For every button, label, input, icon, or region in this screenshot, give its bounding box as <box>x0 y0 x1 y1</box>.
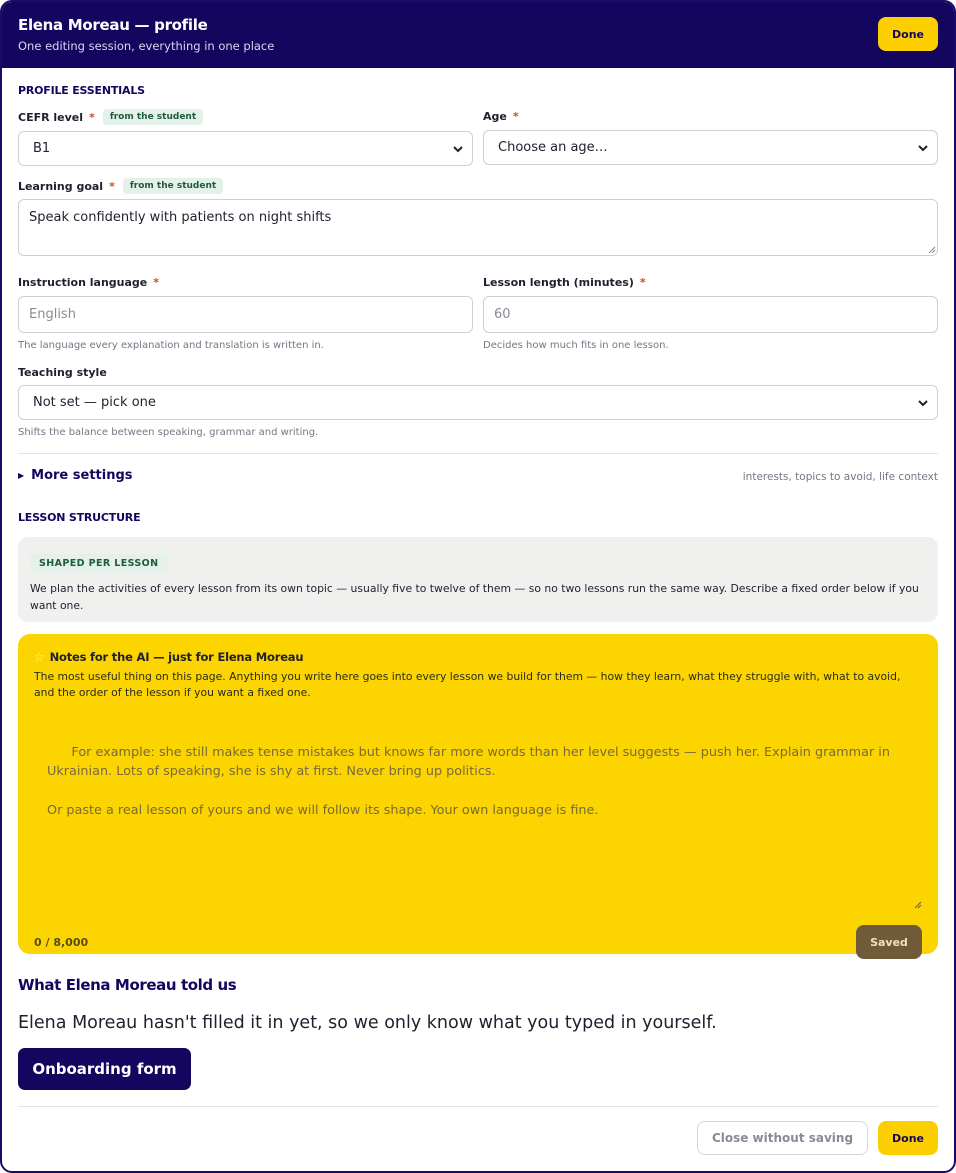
from-student-badge: from the student <box>123 178 223 194</box>
required-marker: * <box>512 109 519 123</box>
instruction-language-label <box>18 273 159 291</box>
resize-handle-icon[interactable] <box>927 245 936 254</box>
divider <box>18 1106 938 1107</box>
cefr-select[interactable] <box>18 131 473 166</box>
disclosure-triangle-icon: ▶ <box>18 471 25 480</box>
chevron-down-icon <box>452 143 464 155</box>
more-settings-toggle[interactable] <box>18 468 133 483</box>
modal-header <box>2 2 954 68</box>
lesson-length-input[interactable] <box>483 296 938 333</box>
onboarding-form-button[interactable]: Onboarding form <box>18 1048 191 1090</box>
age-label <box>483 107 519 125</box>
notes-textarea[interactable] <box>34 713 922 909</box>
modal-title: Elena Moreau — profile <box>18 16 208 34</box>
lesson-structure-card <box>18 537 938 622</box>
cefr-label <box>18 108 203 126</box>
from-student-badge: from the student <box>103 109 203 125</box>
char-count: 0 / 8,000 <box>34 935 89 949</box>
resize-handle-icon[interactable] <box>913 900 922 909</box>
header-done-button[interactable]: Done <box>878 17 938 51</box>
instruction-language-placeholder: English <box>29 307 76 322</box>
more-settings-label: More settings <box>31 468 133 483</box>
goal-textarea[interactable] <box>18 199 938 256</box>
notes-footer <box>34 925 922 959</box>
lesson-length-placeholder: 60 <box>494 307 511 322</box>
told-us-title: What Elena Moreau told us <box>18 976 237 994</box>
goal-label-text: Learning goal <box>18 179 104 193</box>
age-select-value: Choose an age… <box>498 140 608 155</box>
modal-subtitle: One editing session, everything in one place <box>18 39 275 53</box>
divider <box>18 453 938 454</box>
lesson-structure-text: We plan the activities of every lesson from its own topic — usually five to twelve of them — so no two lessons run the same way. Describe a fixed order below if you want one. <box>30 582 919 612</box>
chevron-down-icon <box>917 142 929 154</box>
lesson-length-label <box>483 273 646 291</box>
close-without-saving-button[interactable]: Close without saving <box>697 1121 868 1155</box>
more-settings-hint: interests, topics to avoid, life context <box>742 471 938 483</box>
lesson-length-label-text: Lesson length (minutes) <box>483 275 634 289</box>
chevron-down-icon <box>917 397 929 409</box>
age-select[interactable] <box>483 130 938 165</box>
notes-title-text: Notes for the AI — just for Elena Moreau <box>49 650 304 664</box>
footer-done-button[interactable]: Done <box>878 1121 938 1155</box>
required-marker: * <box>89 110 95 124</box>
teaching-style-select-value: Not set — pick one <box>33 395 156 410</box>
instruction-language-help: The language every explanation and translation is written in. <box>18 340 324 351</box>
teaching-style-label-text: Teaching style <box>18 365 107 379</box>
lesson-length-help: Decides how much fits in one lesson. <box>483 340 669 351</box>
cefr-select-value: B1 <box>33 141 51 156</box>
instruction-language-label-text: Instruction language <box>18 275 148 289</box>
section-title-structure: LESSON STRUCTURE <box>18 511 141 524</box>
notes-title <box>34 650 922 664</box>
instruction-language-input[interactable] <box>18 296 473 333</box>
star-icon: ☆ <box>34 650 45 664</box>
teaching-style-select[interactable] <box>18 385 938 420</box>
required-marker: * <box>109 179 115 193</box>
required-marker: * <box>153 275 160 289</box>
section-title-essentials: PROFILE ESSENTIALS <box>18 84 145 97</box>
goal-label <box>18 177 223 195</box>
age-label-text: Age <box>483 109 507 123</box>
teaching-style-help: Shifts the balance between speaking, grammar and writing. <box>18 427 319 438</box>
notes-placeholder: For example: she still makes tense mistakes but knows far more words than her level suggests — push her. Explain grammar in Ukrainian. Lots of speaking, she is shy at first. Never bring up politics. Or paste a real lesson of yours and we will follow its shape. Your own language is fine. <box>47 744 890 818</box>
told-us-text: Elena Moreau hasn't filled it in yet, so we only know what you typed in yourself. <box>18 1013 717 1033</box>
cefr-label-text: CEFR level <box>18 110 84 124</box>
required-marker: * <box>639 275 646 289</box>
notes-description: The most useful thing on this page. Anything you write here goes into every lesson we build for them — how they learn, what they struggle with, what to avoid, and the order of the lesson if you want a fixed one. <box>34 670 901 699</box>
teaching-style-label <box>18 363 107 381</box>
shaped-per-lesson-badge: SHAPED PER LESSON <box>30 554 168 573</box>
notes-card <box>18 634 938 954</box>
goal-textarea-value: Speak confidently with patients on night shifts <box>29 210 332 225</box>
saved-button[interactable]: Saved <box>856 925 922 959</box>
